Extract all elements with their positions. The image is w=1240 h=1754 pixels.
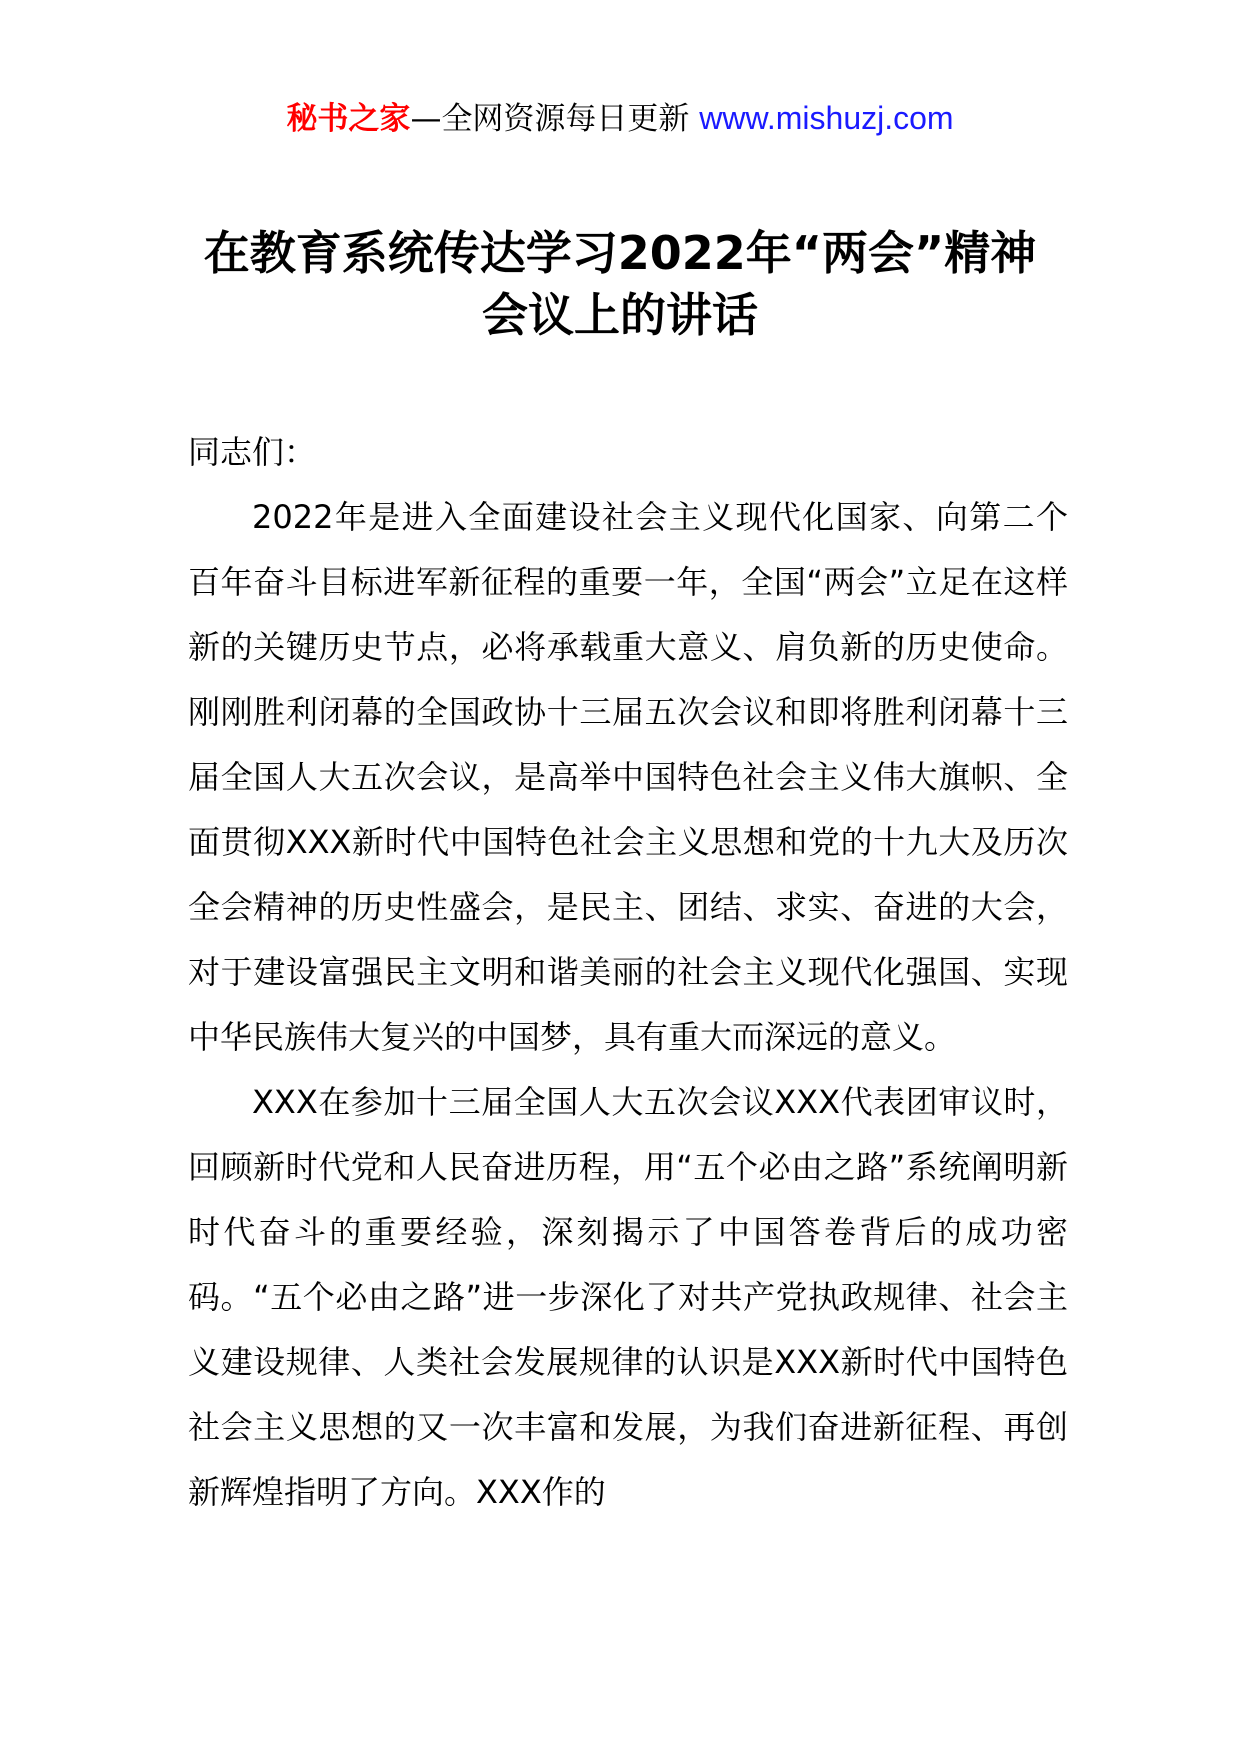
salutation: 同志们：: [188, 433, 317, 471]
site-url-link[interactable]: www.mishuzj.com: [699, 100, 954, 136]
document-body: [188, 420, 1068, 1525]
body-paragraph-1: 2022年是进入全面建设社会主义现代化国家、向第二个百年奋斗目标进军新征程的重要一年，全国“两会”立足在这样新的关键历史节点，必将承载重大意义、肩负新的历史使命。刚刚胜利闭幕的全国政协十三届五次会议和即将胜利闭幕十三届全国人大五次会议，是高举中国特色社会主义伟大旗帜、全面贯彻XXX新时代中国特色社会主义思想和党的十九大及历次全会精神的历史性盛会，是民主、团结、求实、奋进的大会，对于建设富强民主文明和谐美丽的社会主义现代化强国、实现中华民族伟大复兴的中国梦，具有重大而深远的意义。: [188, 498, 1068, 1056]
document-title: [0, 222, 1240, 346]
body-paragraph-2: XXX在参加十三届全国人大五次会议XXX代表团审议时，回顾新时代党和人民奋进历程，用“五个必由之路”系统阐明新时代奋斗的重要经验，深刻揭示了中国答卷背后的成功密码。“五个必由之路”进一步深化了对共产党执政规律、社会主义建设规律、人类社会发展规律的认识是XXX新时代中国特色社会主义思想的又一次丰富和发展，为我们奋进新征程、再创新辉煌指明了方向。XXX作的: [188, 1083, 1068, 1511]
header-banner: [0, 98, 1240, 139]
document-title-line-1: 在教育系统传达学习2022年“两会”精神: [203, 226, 1037, 280]
banner-tagline: —全网资源每日更新: [410, 101, 700, 137]
brand-name: 秘书之家: [286, 101, 411, 137]
document-title-line-2: 会议上的讲话: [482, 288, 758, 342]
